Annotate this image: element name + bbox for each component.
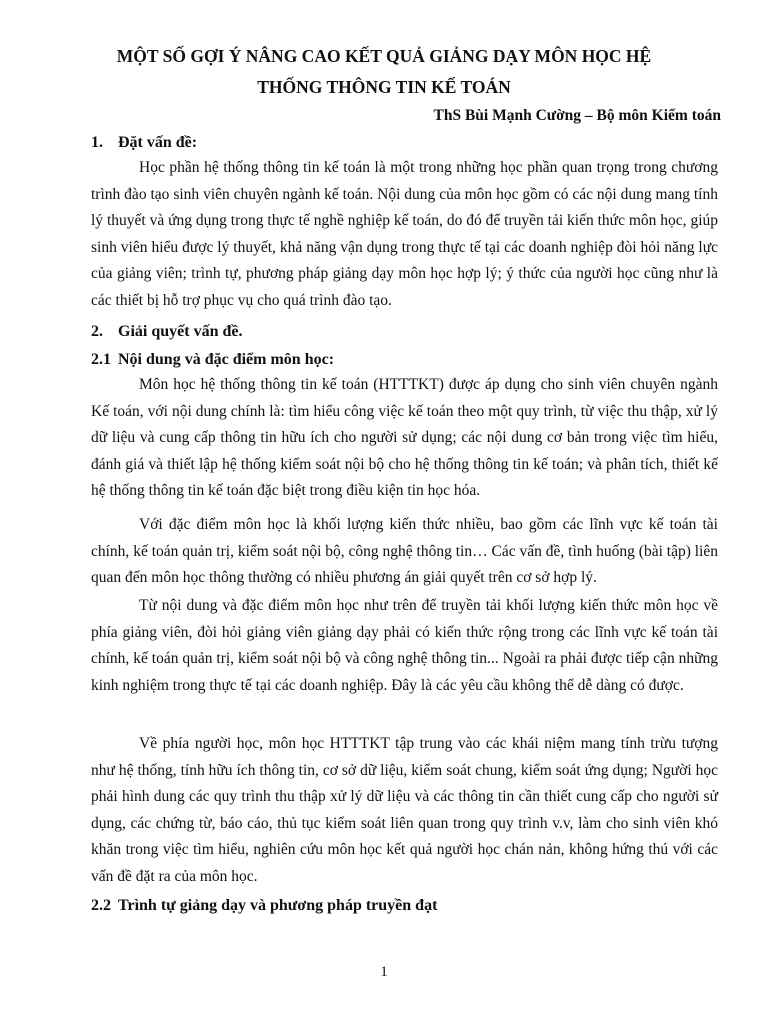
section-title: Đặt vấn đề:	[118, 134, 198, 151]
document-title-line-1: MỘT SỐ GỢI Ý NÂNG CAO KẾT QUẢ GIẢNG DẠY MÔN HỌC HỆ	[116, 46, 652, 66]
section-number: 2.2	[91, 897, 111, 914]
paragraph: Môn học hệ thống thông tin kế toán (HTTTKT) được áp dụng cho sinh viên chuyên ngành Kế toán, với nội dung chính là: tìm hiểu công việc kế toán theo một quy trình, từ việc thu thập, xử lý dữ liệu và cung cấp thông tin hữu ích cho người sử dụng; các nội dung cơ bản trong việc tìm hiểu, đánh giá và thiết lập hệ thống kiểm soát nội bộ cho hệ thống thông tin kế toán; và phân tích, thiết kế hệ thống thông tin kế toán đặc biệt trong điều kiện tin học hóa.	[91, 376, 718, 500]
section-number: 2.1	[91, 351, 111, 368]
paragraph: Học phần hệ thống thông tin kế toán là một trong những học phần quan trọng trong chương trình đào tạo sinh viên chuyên ngành kế toán. Nội dung của môn học gồm có các nội dung mang tính lý thuyết và ứng dụng trong thực tế nghề nghiệp kế toán, do đó để truyền tải kiến thức môn học, giúp sinh viên hiểu được lý thuyết, khả năng vận dụng trong thực tế tại các doanh nghiệp đòi hỏi năng lực của giảng viên; trình tự, phương pháp giảng dạy môn học hợp lý; ý thức của người học cũng như là các thiết bị hỗ trợ phục vụ cho quá trình đào tạo.	[91, 159, 718, 309]
section-heading-1	[91, 134, 197, 152]
section-heading-2	[91, 323, 242, 341]
section-number: 2.	[91, 323, 103, 340]
section-title: Giải quyết vấn đề.	[118, 323, 243, 340]
paragraph: Từ nội dung và đặc điểm môn học như trên để truyền tải khối lượng kiến thức môn học về phía giảng viên, đòi hỏi giảng viên giảng dạy phải có kiến thức rộng trong các lĩnh vực kế toán tài chính, kế toán quản trị, kiểm soát nội bộ và công nghệ thông tin... Ngoài ra phải được tiếp cận những kinh nghiệm trong thực tế tại các doanh nghiệp. Đây là các yêu cầu không thể dễ dàng có được.	[91, 597, 718, 694]
author-line: ThS Bùi Mạnh Cường – Bộ môn Kiểm toán	[433, 107, 721, 124]
section-title: Trình tự giảng dạy và phương pháp truyền đạt	[118, 897, 438, 914]
section-title: Nội dung và đặc điểm môn học:	[118, 351, 335, 368]
section-number: 1.	[91, 134, 103, 151]
paragraph: Với đặc điểm môn học là khối lượng kiến thức nhiều, bao gồm các lĩnh vực kế toán tài chính, kế toán quản trị, kiểm soát nội bộ, công nghệ thông tin… Các vấn đề, tình huống (bài tập) liên quan đến môn học thông thường có nhiều phương án giải quyết trên cơ sở hợp lý.	[91, 516, 718, 587]
document-title-line-2: THỐNG THÔNG TIN KẾ TOÁN	[257, 77, 511, 97]
section-heading-2-1	[91, 351, 334, 369]
page-number: 1	[380, 964, 388, 980]
paragraph: Về phía người học, môn học HTTTKT tập trung vào các khái niệm mang tính trừu tượng như hệ thống, tính hữu ích thông tin, cơ sở dữ liệu, kiểm soát chung, kiểm soát ứng dụng; Người học phải hình dung các quy trình thu thập xử lý dữ liệu và các thông tin cần thiết cung cấp cho người sử dụng, các chứng từ, báo cáo, thủ tục kiểm soát liên quan trong quy trình v.v, làm cho sinh viên khó khăn trong việc tìm hiểu, nghiên cứu môn học kết quả người học chán nản, không hứng thú với các vấn đề đặt ra của môn học.	[91, 735, 718, 885]
section-heading-2-2	[91, 897, 437, 915]
